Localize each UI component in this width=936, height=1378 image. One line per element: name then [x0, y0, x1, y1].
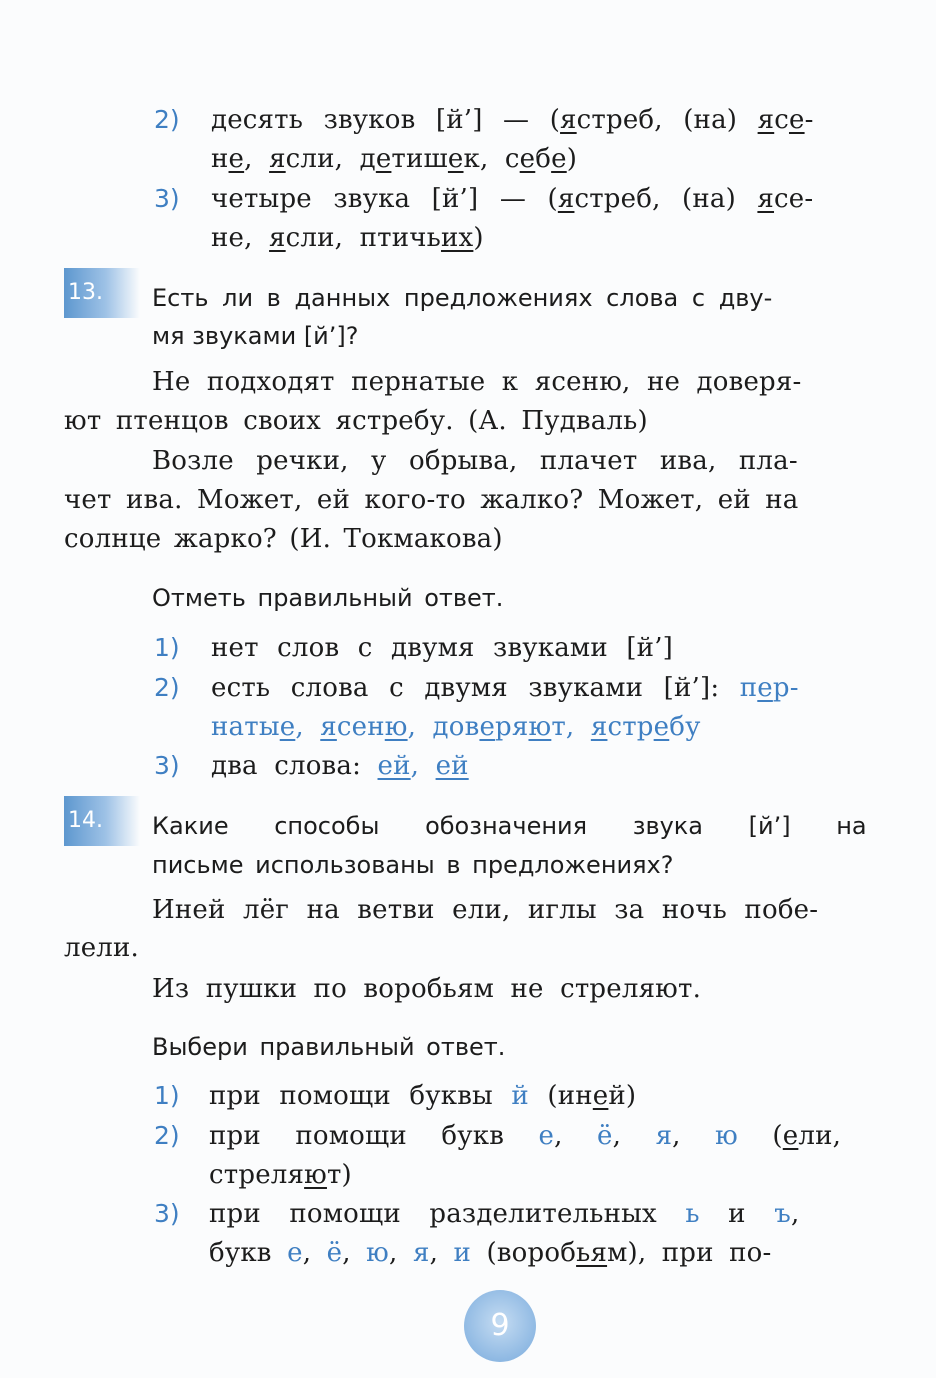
option-number: 1)	[154, 1081, 180, 1110]
option-label: два слова:	[211, 751, 362, 781]
option-number: 2)	[154, 105, 180, 134]
example-text: Из пушки по воробьям не стреляют.	[152, 974, 702, 1004]
option-number: 2)	[154, 673, 180, 702]
option-line: не, ясли, птичьих)	[211, 223, 484, 253]
example-text: Иней лёг на ветви ели, иглы за ночь побе-	[152, 895, 819, 925]
option-text: нет слов с двумя звуками [й’]	[211, 633, 674, 663]
task-instruction: Выбери правильный ответ.	[152, 1033, 506, 1061]
option-number: 3)	[154, 184, 180, 213]
option-line: десять звуков [й’] — (ястреб, (на) ясе-	[211, 105, 814, 135]
answer-text: ей, ей	[377, 751, 469, 781]
option-text: стреляют)	[209, 1160, 352, 1190]
option-text: при помощи разделительных ь и ъ,	[209, 1199, 800, 1229]
option-line: четыре звука [й’] — (ястреб, (на) ясе-	[211, 184, 814, 214]
page-number: 9	[464, 1290, 536, 1362]
task-question: мя звуками [й’]?	[152, 322, 359, 350]
option-number: 3)	[154, 1199, 180, 1228]
example-text: ют птенцов своих ястребу. (А. Пудваль)	[64, 406, 648, 436]
option-number: 3)	[154, 751, 180, 780]
option-text	[211, 750, 469, 782]
option-number: 1)	[154, 633, 180, 662]
task-number-badge: 14.	[64, 796, 140, 846]
option-number: 2)	[154, 1121, 180, 1150]
task-number-badge: 13.	[64, 268, 140, 318]
task-instruction: Отметь правильный ответ.	[152, 584, 504, 612]
example-text: солнце жарко? (И. Токмакова)	[64, 524, 503, 554]
option-text: при помощи букв е, ё, я, ю (ели,	[209, 1121, 842, 1151]
option-text: букв е, ё, ю, я, и (воробьям), при по-	[209, 1238, 772, 1268]
option-text: при помощи буквы й (иней)	[209, 1081, 637, 1111]
task-question: Какие способы обозначения звука [й’] на	[152, 812, 867, 840]
task-question: Есть ли в данных предложениях слова с дву-	[152, 284, 773, 312]
answer-text: пер-	[739, 673, 799, 703]
option-text	[211, 672, 799, 704]
task-question: письме использованы в предложениях?	[152, 851, 674, 879]
answer-text: натые, ясеню, доверяют, ястребу	[211, 712, 701, 742]
example-text: чет ива. Может, ей кого-то жалко? Может, ей на	[64, 485, 799, 515]
example-text: лели.	[64, 933, 140, 963]
example-text: Возле речки, у обрыва, плачет ива, пла-	[152, 446, 798, 476]
option-line: не, ясли, детишек, себе)	[211, 144, 578, 174]
example-text: Не подходят пернатые к ясеню, не доверя-	[152, 367, 802, 397]
option-label: есть слова с двумя звуками [й’]:	[211, 673, 720, 703]
